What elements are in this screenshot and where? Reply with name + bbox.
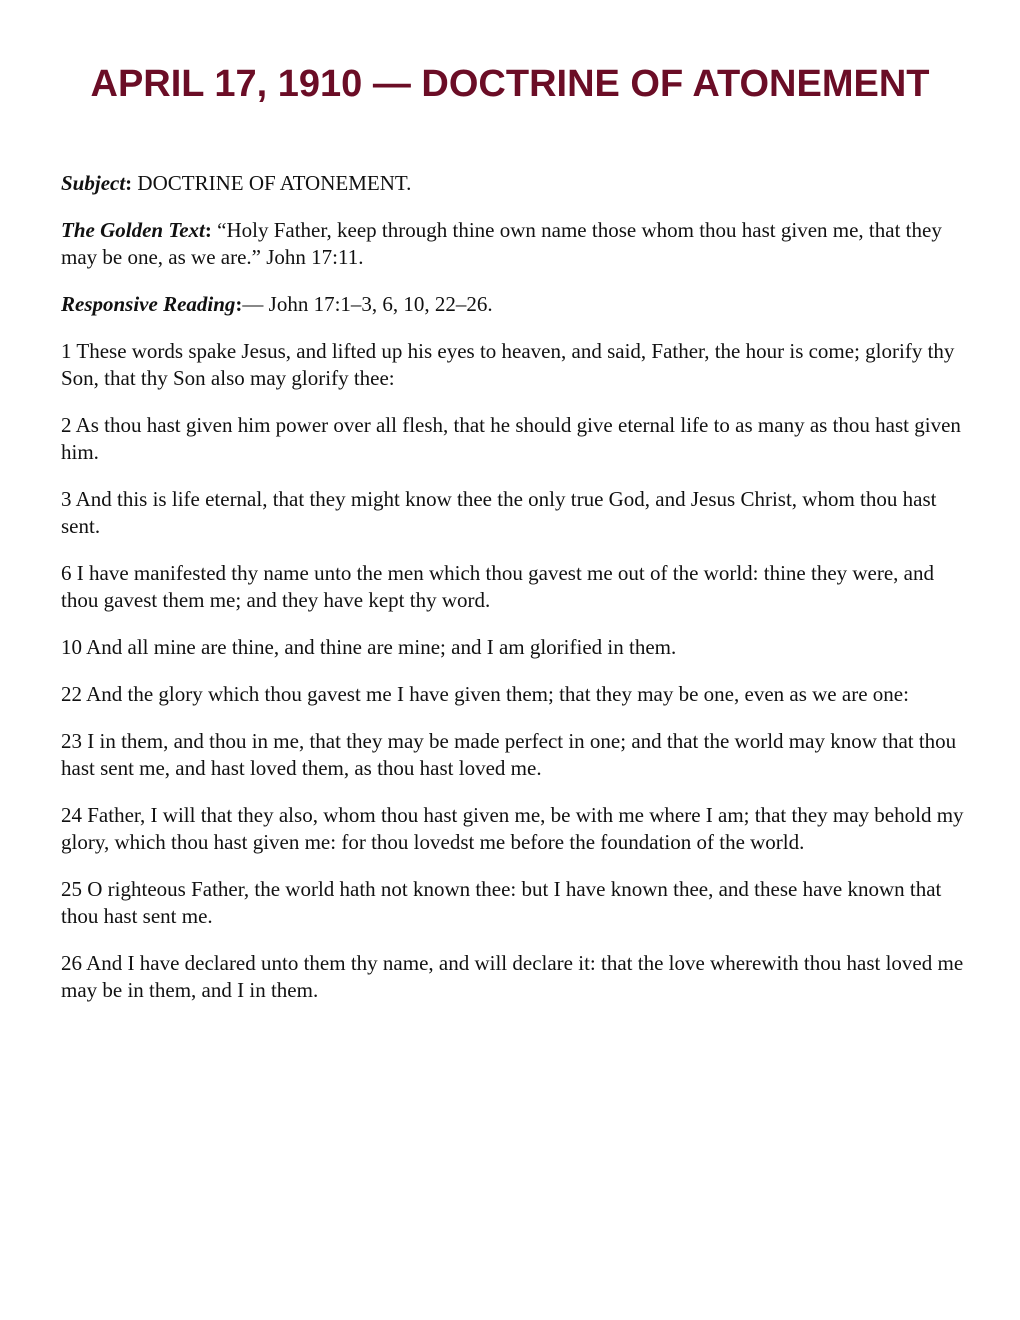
subject-line (61, 170, 966, 197)
subject-colon: : (125, 171, 133, 195)
responsive-reading-label: Responsive Reading (61, 292, 236, 316)
responsive-reading-colon: : (235, 292, 243, 316)
verse-paragraph: 24 Father, I will that they also, whom thou hast given me, be with me where I am; that they may behold my glory, which thou hast given me: for thou lovedst me before the foundation of the world. (61, 803, 964, 854)
subject-text: DOCTRINE OF ATONEMENT. (132, 171, 412, 195)
verse-paragraph: 2 As thou hast given him power over all flesh, that he should give eternal life to as many as thou hast given him. (61, 413, 961, 464)
golden-text-line (61, 217, 966, 271)
verse-paragraph: 3 And this is life eternal, that they might know thee the only true God, and Jesus Christ, whom thou hast sent. (61, 487, 937, 538)
verse-paragraph: 22 And the glory which thou gavest me I have given them; that they may be one, even as we are one: (61, 682, 909, 706)
verse-paragraph: 1 These words spake Jesus, and lifted up his eyes to heaven, and said, Father, the hour is come; glorify thy Son, that thy Son also may glorify thee: (61, 339, 955, 390)
golden-text-label: The Golden Text (61, 218, 205, 242)
verse-paragraph: 6 I have manifested thy name unto the men which thou gavest me out of the world: thine they were, and thou gavest them me; and they have kept thy word. (61, 561, 935, 612)
lesson-content (61, 170, 966, 1024)
verse-paragraph: 23 I in them, and thou in me, that they may be made perfect in one; and that the world may know that thou hast sent me, and hast loved them, as thou hast loved me. (61, 729, 957, 780)
responsive-reading-line (61, 291, 966, 318)
responsive-reading-ref: — John 17:1–3, 6, 10, 22–26. (242, 292, 493, 316)
page-title: APRIL 17, 1910 — DOCTRINE OF ATONEMENT (90, 63, 930, 105)
golden-text-colon: : (204, 218, 212, 242)
subject-label: Subject (61, 171, 126, 195)
verse-paragraph: 26 And I have declared unto them thy name, and will declare it: that the love wherewith thou hast loved me may be in them, and I in them. (61, 951, 964, 1002)
golden-text-body: “Holy Father, keep through thine own name those whom thou hast given me, that they may be one, as we are.” John 17:11. (61, 218, 942, 269)
verse-paragraph: 10 And all mine are thine, and thine are mine; and I am glorified in them. (61, 635, 677, 659)
verse-paragraph: 25 O righteous Father, the world hath not known thee: but I have known thee, and these have known that thou hast sent me. (61, 877, 942, 928)
